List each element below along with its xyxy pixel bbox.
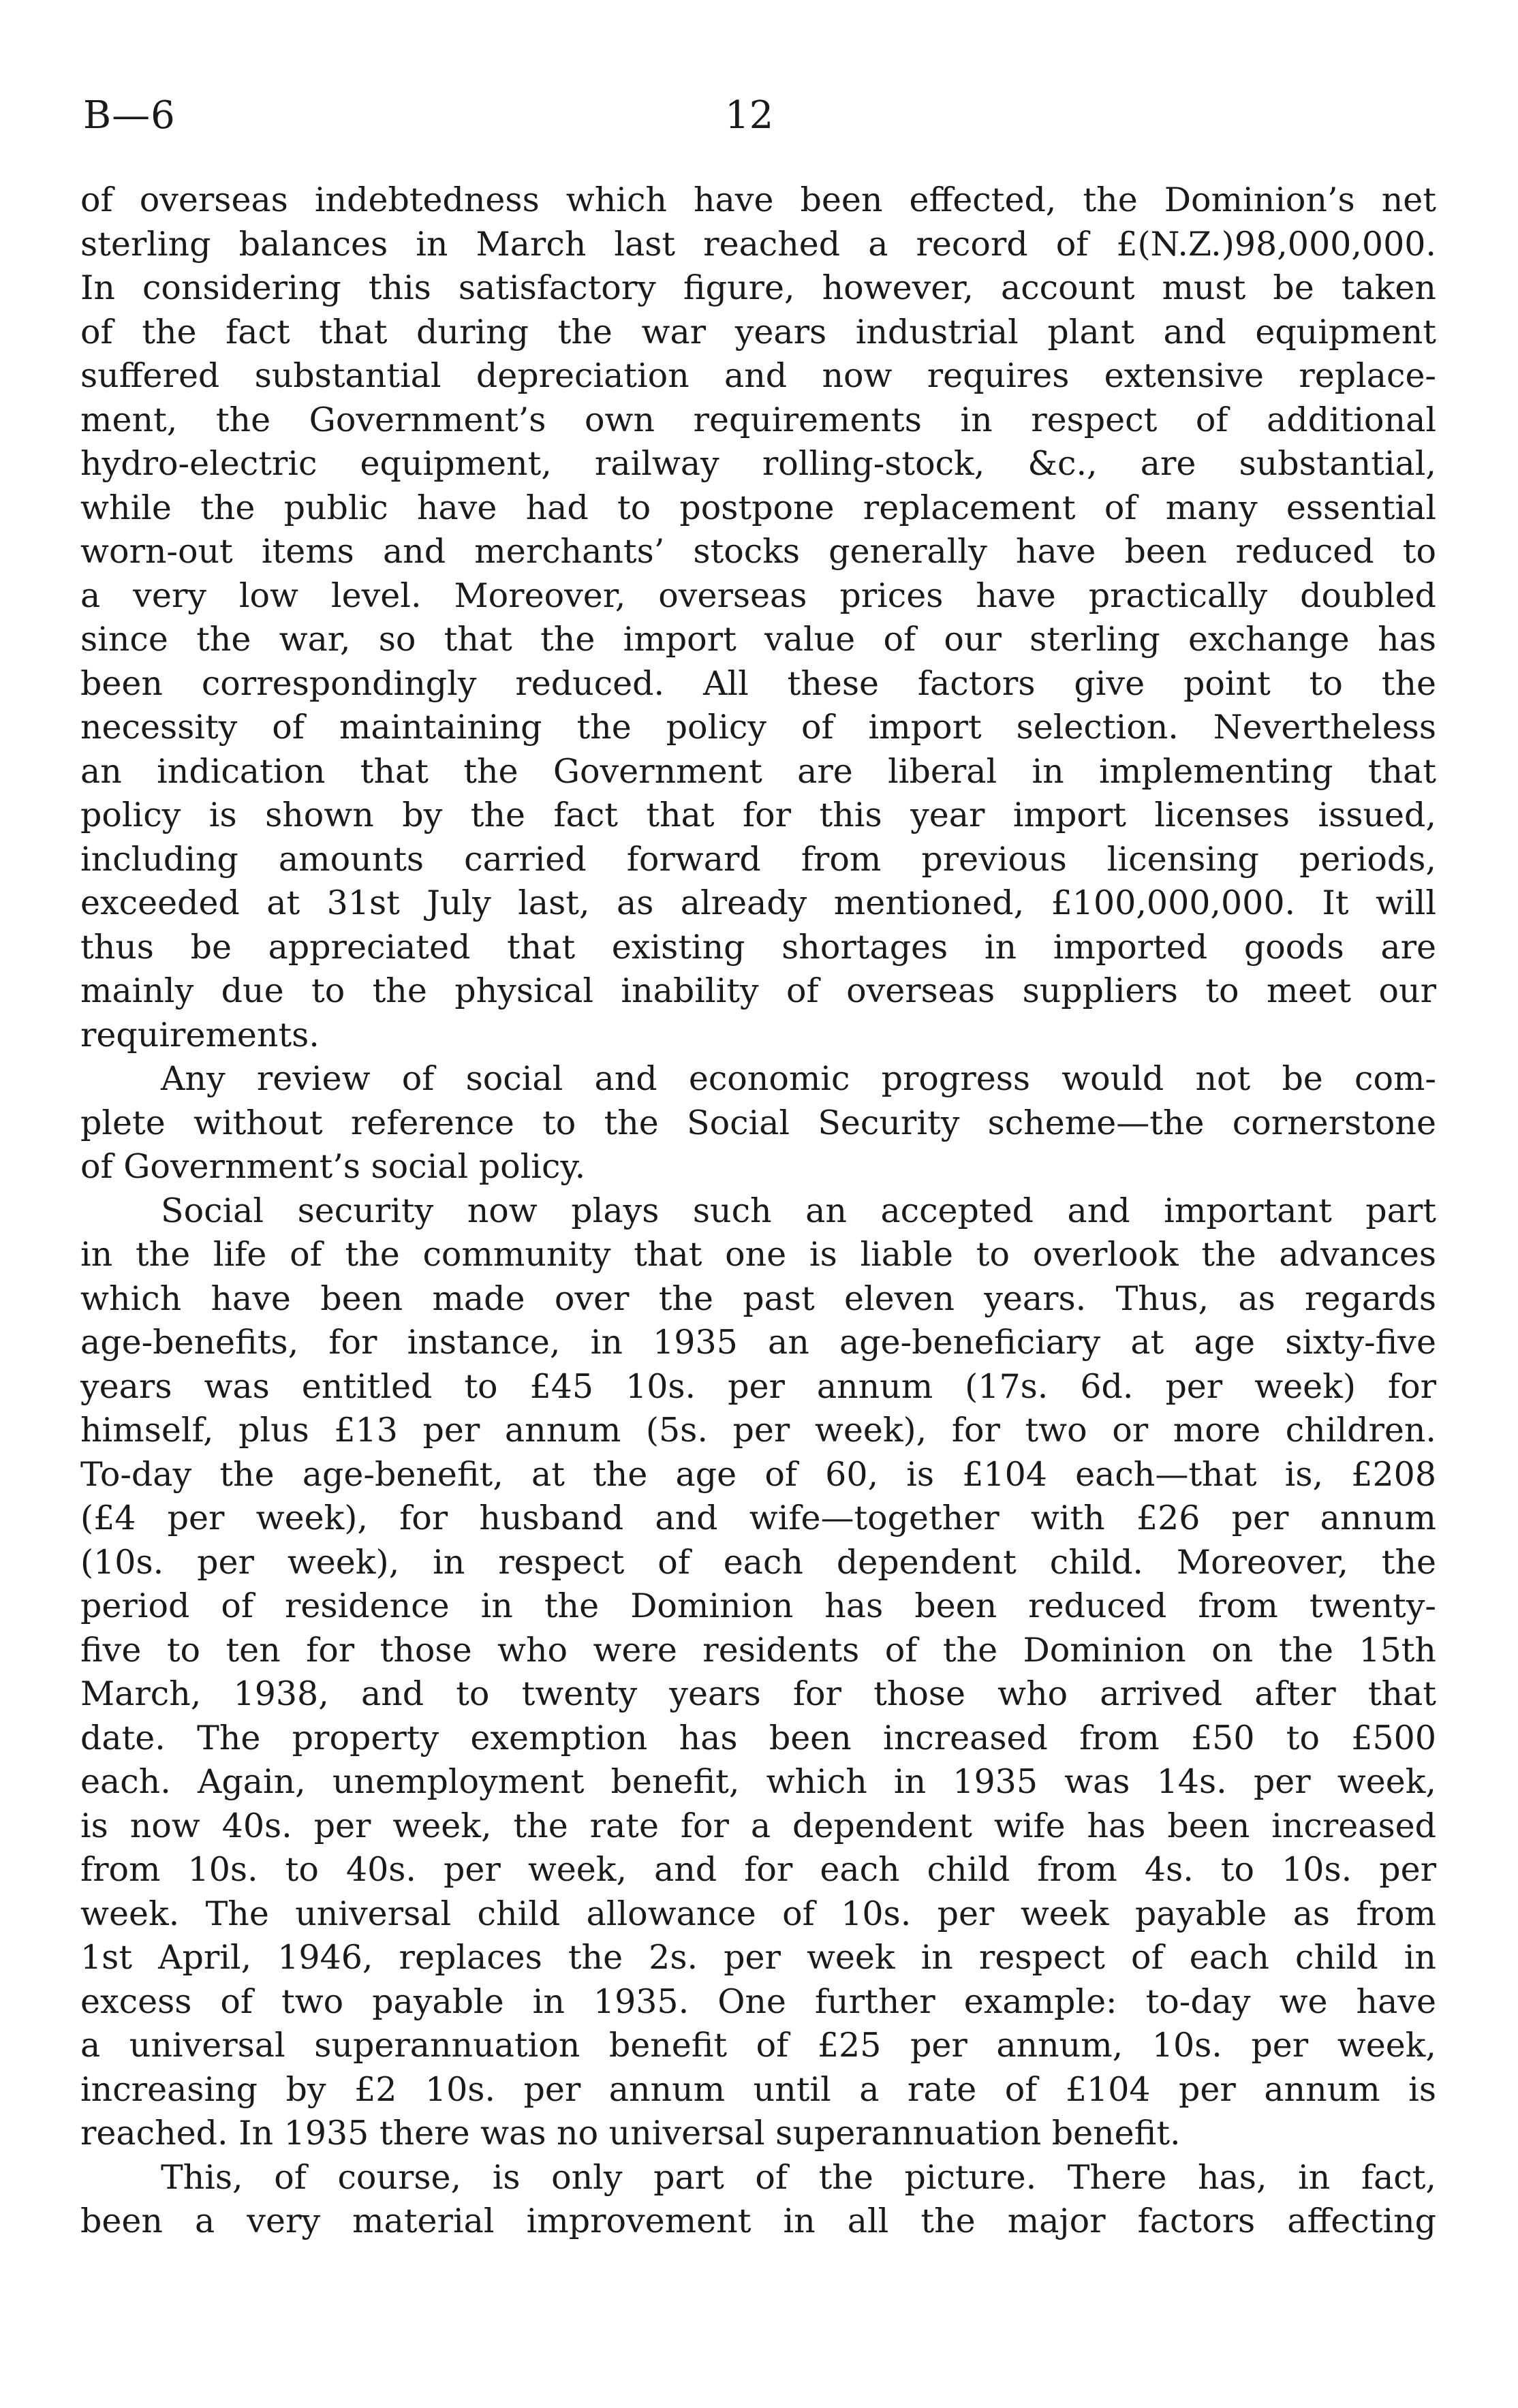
page-header xyxy=(83,89,1435,143)
text-line: a universal superannuation benefit of £25 per annum, 10s. per week, xyxy=(80,2026,1436,2065)
text-line: thus be appreciated that existing shortages in imported goods are xyxy=(80,927,1436,967)
text-line: of Government’s social policy. xyxy=(80,1147,586,1186)
text-line: date. The property exemption has been increased from £50 to £500 xyxy=(80,1718,1436,1757)
text-line: a very low level. Moreover, overseas prices have practically doubled xyxy=(80,576,1436,615)
text-line: In considering this satisfactory figure, however, account must be taken xyxy=(80,268,1436,307)
text-line: This, of course, is only part of the picture. There has, in fact, xyxy=(161,2157,1436,2197)
text-line: March, 1938, and to twenty years for those who arrived after that xyxy=(80,1674,1436,1713)
text-line: mainly due to the physical inability of overseas suppliers to meet our xyxy=(80,971,1436,1010)
text-line: increasing by £2 10s. per annum until a rate of £104 per annum is xyxy=(80,2069,1436,2109)
text-line: week. The universal child allowance of 10s. per week payable as from xyxy=(80,1894,1436,1933)
text-line: ment, the Government’s own requirements in respect of additional xyxy=(80,400,1436,439)
text-line: (10s. per week), in respect of each dependent child. Moreover, the xyxy=(80,1542,1436,1582)
text-line: plete without reference to the Social Security scheme—the cornerstone xyxy=(80,1103,1436,1142)
text-line: 1st April, 1946, replaces the 2s. per week in respect of each child in xyxy=(80,1938,1436,1977)
text-line: To-day the age-benefit, at the age of 60, is £104 each—that is, £208 xyxy=(80,1454,1436,1494)
text-line: which have been made over the past eleven years. Thus, as regards xyxy=(80,1279,1436,1318)
text-line: himself, plus £13 per annum (5s. per week), for two or more children. xyxy=(80,1411,1436,1450)
text-line: of overseas indebtedness which have been effected, the Dominion’s net xyxy=(80,181,1436,219)
text-line: worn-out items and merchants’ stocks generally have been reduced to xyxy=(80,532,1436,571)
text-line: exceeded at 31st July last, as already mentioned, £100,000,000. It will xyxy=(80,884,1436,922)
text-line: Social security now plays such an accepted and important part xyxy=(161,1191,1436,1230)
text-line: requirements. xyxy=(80,1015,320,1054)
text-line: (£4 per week), for husband and wife—together with £26 per annum xyxy=(80,1499,1436,1537)
text-line: suffered substantial depreciation and now requires extensive replace- xyxy=(80,356,1436,395)
text-line: each. Again, unemployment benefit, which in 1935 was 14s. per week, xyxy=(80,1762,1436,1801)
text-line: hydro-electric equipment, railway rolling-stock, &c., are substantial, xyxy=(80,444,1436,483)
text-line: an indication that the Government are liberal in implementing that xyxy=(80,751,1436,791)
text-line: from 10s. to 40s. per week, and for each child from 4s. to 10s. per xyxy=(80,1850,1436,1889)
document-reference: B—6 xyxy=(83,93,176,138)
body-text xyxy=(80,178,1436,2244)
text-line: years was entitled to £45 10s. per annum (17s. 6d. per week) for xyxy=(80,1366,1436,1406)
text-line: necessity of maintaining the policy of import selection. Nevertheless xyxy=(80,708,1436,747)
text-line: been a very material improvement in all the major factors affecting xyxy=(80,2202,1436,2240)
text-line: sterling balances in March last reached a record of £(N.Z.)98,000,000. xyxy=(80,224,1436,264)
text-line: Any review of social and economic progress would not be com- xyxy=(161,1059,1436,1098)
text-line: been correspondingly reduced. All these factors give point to the xyxy=(80,663,1436,703)
text-line: age-benefits, for instance, in 1935 an age-beneficiary at age sixty-five xyxy=(80,1323,1436,1362)
text-line: of the fact that during the war years industrial plant and equipment xyxy=(80,312,1436,351)
text-line: while the public have had to postpone replacement of many essential xyxy=(80,488,1436,527)
text-line: reached. In 1935 there was no universal superannuation benefit. xyxy=(80,2114,1181,2153)
text-line: five to ten for those who were residents of the Dominion on the 15th xyxy=(80,1630,1436,1670)
page-number: 12 xyxy=(725,93,774,138)
text-line: period of residence in the Dominion has been reduced from twenty- xyxy=(80,1586,1436,1625)
text-line: in the life of the community that one is liable to overlook the advances xyxy=(80,1235,1436,1274)
text-line: since the war, so that the import value of our sterling exchange has xyxy=(80,620,1436,659)
text-line: including amounts carried forward from previous licensing periods, xyxy=(80,839,1436,879)
text-line: excess of two payable in 1935. One further example: to-day we have xyxy=(80,1982,1436,2021)
text-line: is now 40s. per week, the rate for a dependent wife has been increased xyxy=(80,1806,1436,1845)
text-line: policy is shown by the fact that for this year import licenses issued, xyxy=(80,796,1436,834)
